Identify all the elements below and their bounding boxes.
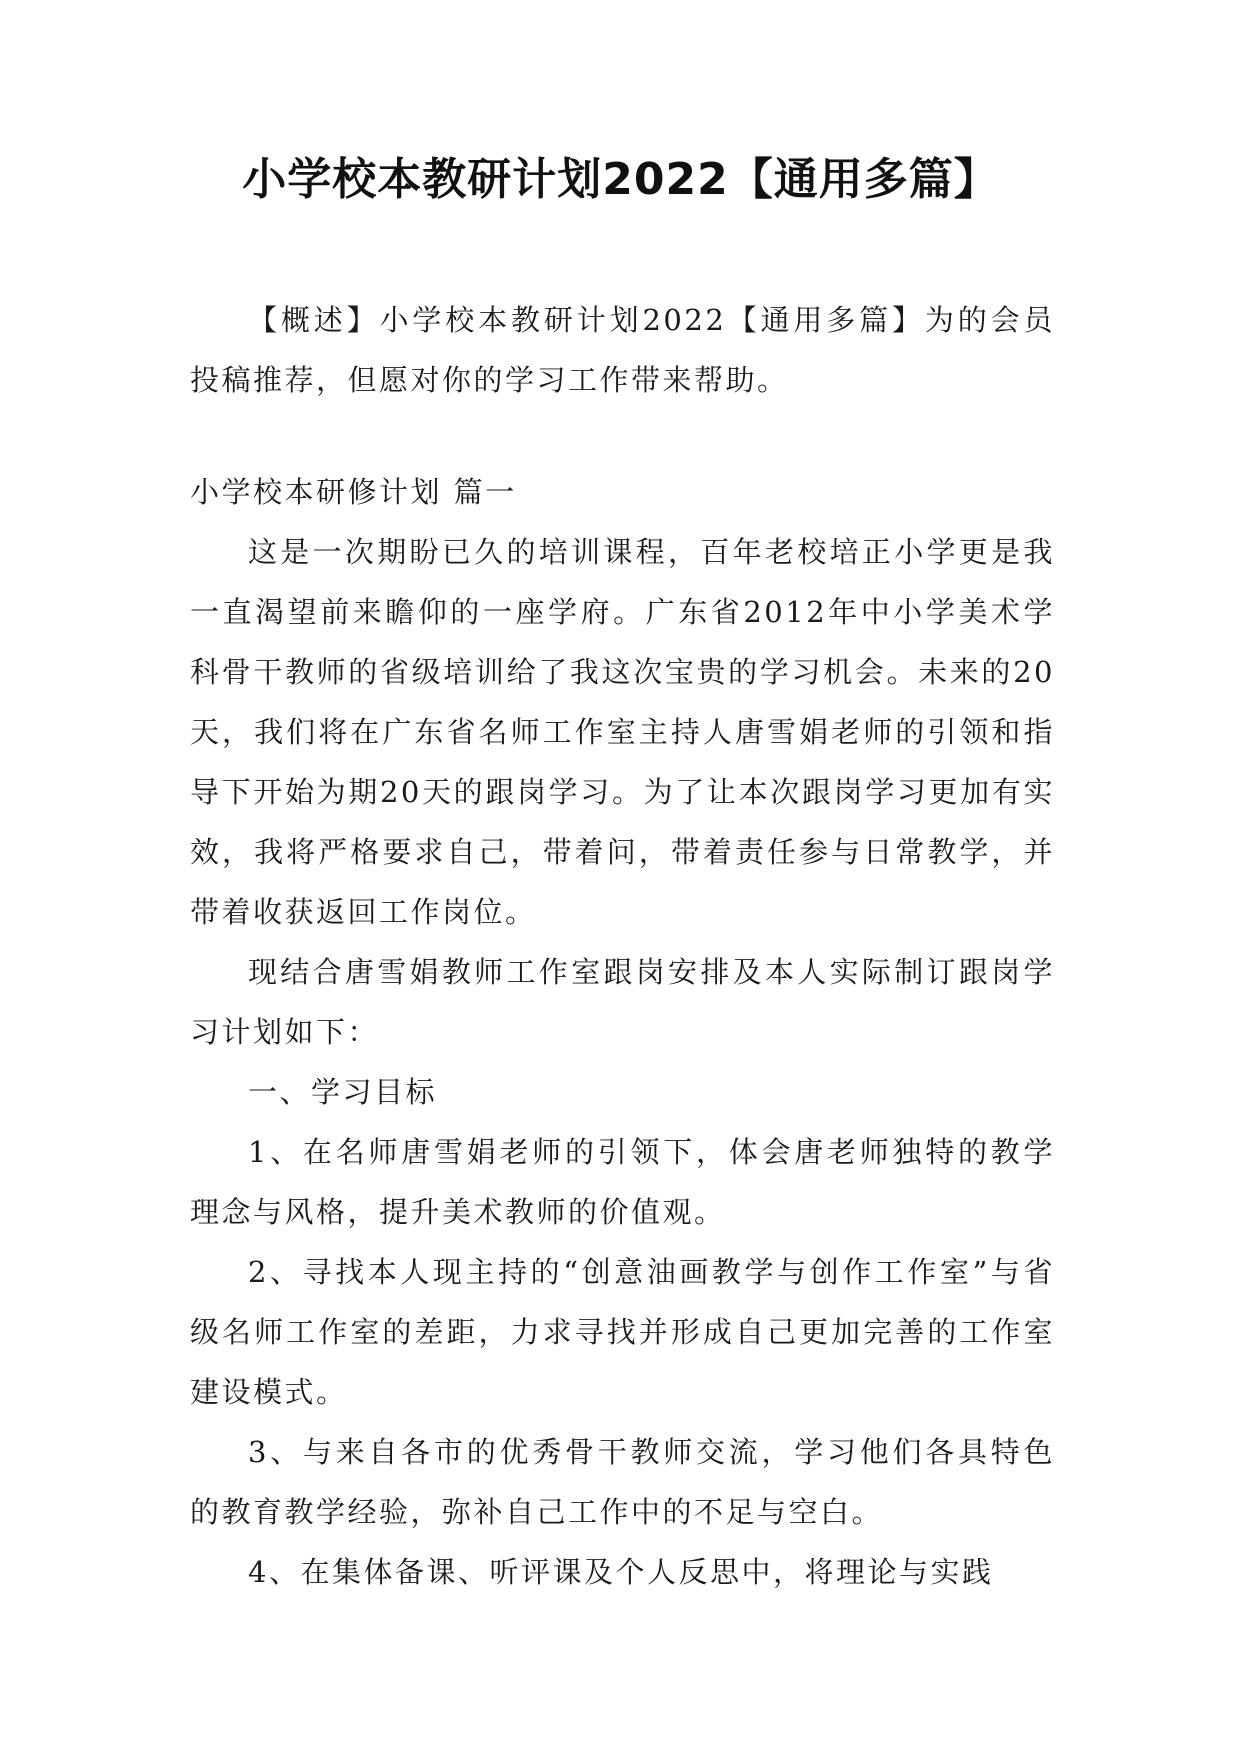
list-heading: 一、学习目标 [248,1075,438,1109]
body-paragraph: 这是一次期盼已久的培训课程，百年老校培正小学更是我一直渴望前来瞻仰的一座学府。广东省2012年中小学美术学科骨干教师的省级培训给了我这次宝贵的学习机会。未来的20天，我们将在广东省名师工作室主持人唐雪娟老师的引领和指导下开始为期20天的跟岗学习。为了让本次跟岗学习更加有实效，我将严格要求自己，带着问，带着责任参与日常教学，并带着收获返回工作岗位。 [190,535,1055,929]
list-item: 1、在名师唐雪娟老师的引领下，体会唐老师独特的教学理念与风格，提升美术教师的价值观。 [190,1135,1055,1229]
list-item: 4、在集体备课、听评课及个人反思中，将理论与实践 [248,1555,994,1589]
list-item: 2、寻找本人现主持的“创意油画教学与创作工作室”与省级名师工作室的差距，力求寻找并形成自己更加完善的工作室建设模式。 [190,1255,1055,1409]
paragraph-gap [190,410,1055,462]
document-title: 小学校本教研计划2022【通用多篇】 [242,154,999,205]
list-item: 3、与来自各市的优秀骨干教师交流，学习他们各具特色的教育教学经验，弥补自己工作中的不足与空白。 [190,1435,1055,1529]
section-heading: 小学校本研修计划 篇一 [190,475,517,509]
body-paragraph: 现结合唐雪娟教师工作室跟岗安排及本人实际制订跟岗学习计划如下： [190,955,1055,1049]
document-body [190,290,1055,1602]
summary-paragraph: 【概述】小学校本教研计划2022【通用多篇】为的会员投稿推荐，但愿对你的学习工作带来帮助。 [190,303,1055,397]
